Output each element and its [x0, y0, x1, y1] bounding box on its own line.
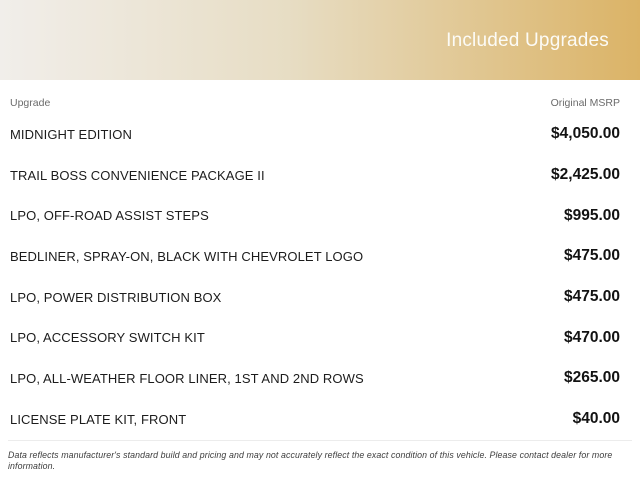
upgrade-name: LPO, ALL-WEATHER FLOOR LINER, 1ST AND 2ND ROWS	[10, 370, 364, 386]
upgrade-name: LPO, ACCESSORY SWITCH KIT	[10, 330, 205, 346]
table-row	[10, 155, 620, 196]
upgrade-name: LPO, POWER DISTRIBUTION BOX	[10, 289, 222, 305]
table-row	[10, 277, 620, 318]
table-row	[10, 358, 620, 399]
gold-gradient-header	[0, 0, 640, 80]
upgrade-name: LICENSE PLATE KIT, FRONT	[10, 411, 187, 427]
disclaimer-text: Data reflects manufacturer's standard build and pricing and may not accurately reflect the exact condition of this vehicle. Please contact dealer for more information.	[8, 449, 613, 471]
upgrade-price: $2,425.00	[551, 166, 620, 184]
column-header-upgrade: Upgrade	[10, 97, 51, 109]
footer-divider	[8, 440, 632, 472]
table-column-headers	[10, 97, 620, 110]
upgrade-price: $4,050.00	[551, 125, 620, 143]
upgrade-price: $40.00	[572, 410, 620, 428]
column-header-original-msrp: Original MSRP	[550, 97, 620, 109]
upgrades-table	[0, 80, 640, 440]
upgrade-price: $475.00	[563, 247, 620, 265]
upgrade-name: MIDNIGHT EDITION	[10, 126, 132, 142]
upgrade-price: $995.00	[563, 206, 620, 224]
table-row	[10, 114, 620, 155]
table-rows	[10, 114, 620, 440]
table-row	[10, 399, 620, 440]
page-title: Included Upgrades	[446, 30, 609, 51]
upgrade-price: $470.00	[563, 328, 620, 346]
table-row	[10, 317, 620, 358]
upgrade-name: BEDLINER, SPRAY-ON, BLACK WITH CHEVROLET LOGO	[10, 248, 364, 264]
upgrade-price: $475.00	[563, 288, 620, 306]
upgrade-name: LPO, OFF-ROAD ASSIST STEPS	[10, 208, 209, 224]
table-row	[10, 236, 620, 277]
table-row	[10, 195, 620, 236]
upgrade-name: TRAIL BOSS CONVENIENCE PACKAGE II	[10, 167, 265, 183]
upgrade-price: $265.00	[563, 369, 620, 387]
